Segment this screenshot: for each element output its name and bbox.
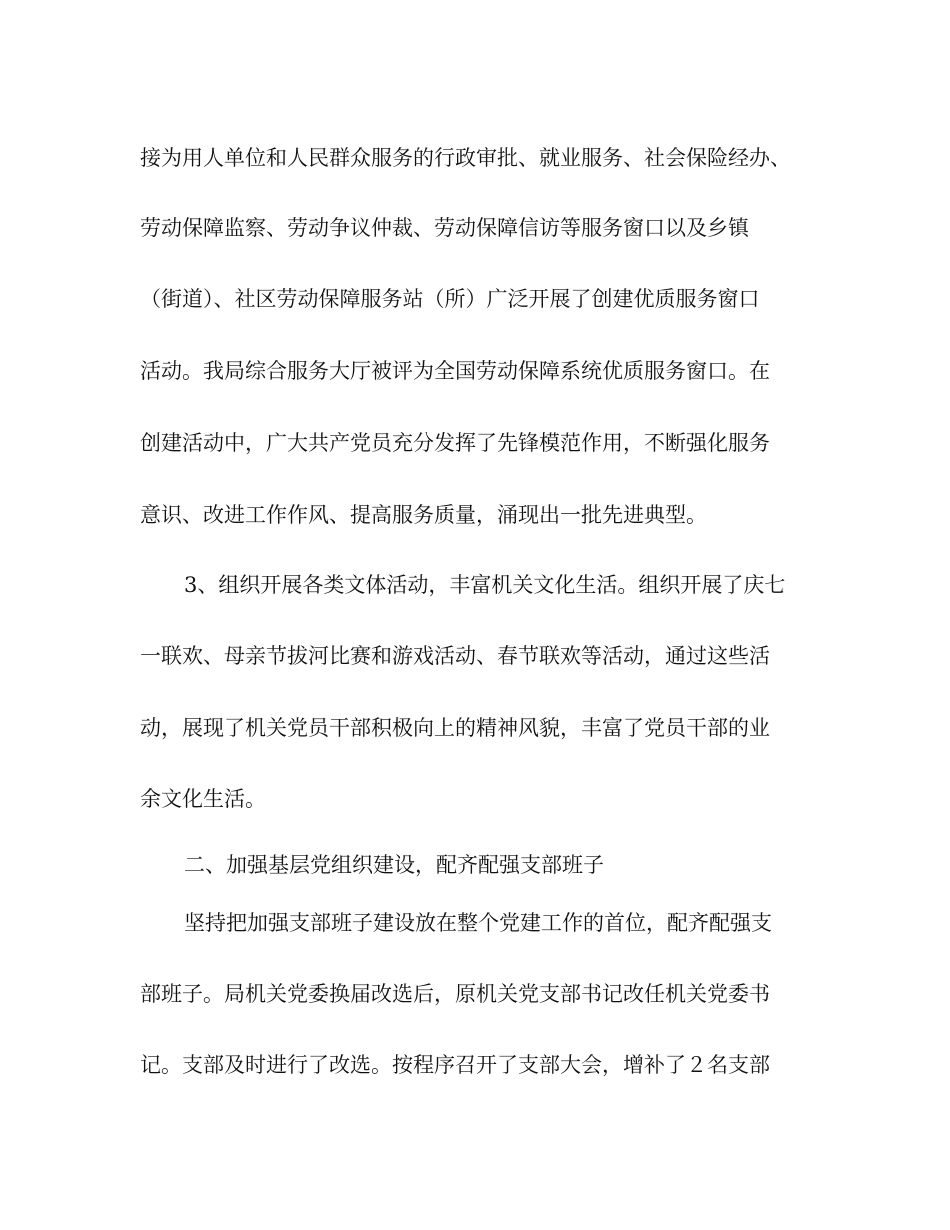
paragraph-start-line: 坚持把加强支部班子建设放在整个党建工作的首位，配齐配强支 — [184, 911, 772, 935]
text-line: （街道）、社区劳动保障服务站（所）广泛开展了创建优质服务窗口 — [140, 287, 760, 311]
text-line: 意识、改进工作作风、提高服务质量，涌现出一批先进典型。 — [140, 503, 707, 527]
section-heading: 二、加强基层党组织建设，配齐配强支部班子 — [184, 853, 604, 877]
text-line: 部班子。局机关党委换届改选后，原机关党支部书记改任机关党委书 — [140, 982, 770, 1006]
text-line: 一联欢、母亲节拔河比赛和游戏活动、春节联欢等活动，通过这些活 — [140, 644, 770, 668]
text-line: 余文化生活。 — [140, 787, 266, 811]
text-line: 记。支部及时进行了改选。按程序召开了支部大会，增补了２名支部 — [140, 1053, 770, 1077]
text-line: 动，展现了机关党员干部积极向上的精神风貌，丰富了党员干部的业 — [140, 716, 770, 740]
text-line: 劳动保障监察、劳动争议仲裁、劳动保障信访等服务窗口以及乡镇 — [140, 216, 749, 240]
text-line: 接为用人单位和人民群众服务的行政审批、就业服务、社会保险经办、 — [140, 146, 791, 170]
text-line: 活动。我局综合服务大厅被评为全国劳动保障系统优质服务窗口。在 — [140, 359, 770, 383]
paragraph-start-line: 3、组织开展各类文体活动，丰富机关文化生活。组织开展了庆七 — [184, 573, 786, 597]
text-line: 创建活动中，广大共产党员充分发挥了先锋模范作用，不断强化服务 — [140, 431, 770, 455]
